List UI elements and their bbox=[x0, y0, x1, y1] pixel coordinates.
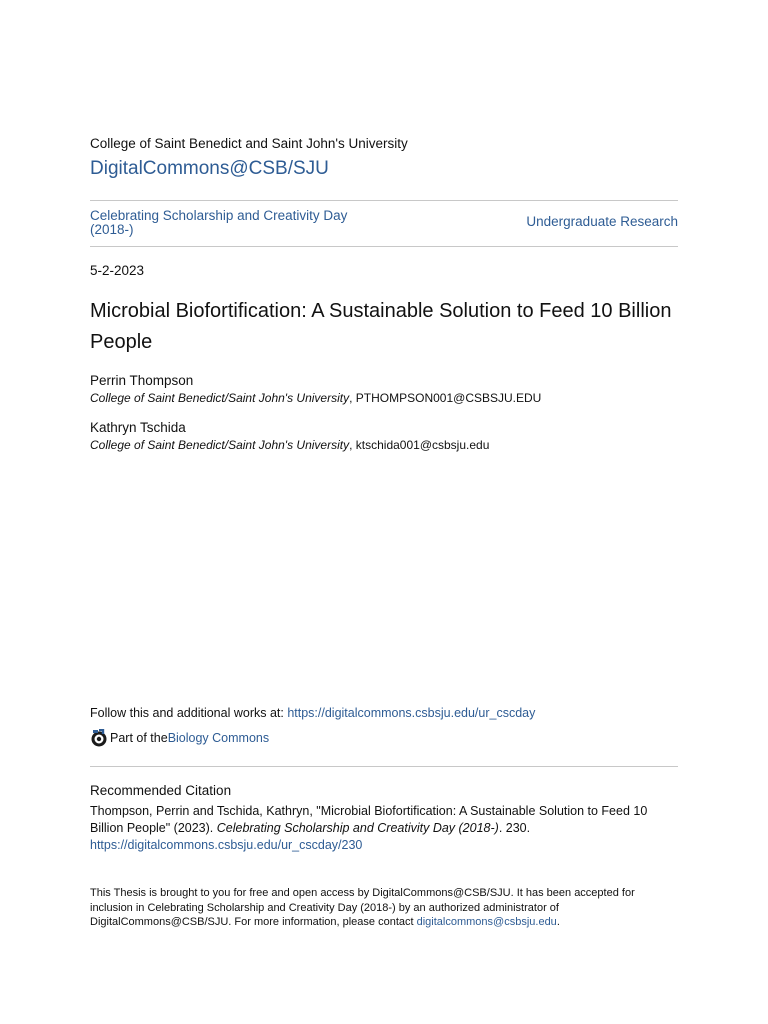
author-email: ktschida001@csbsju.edu bbox=[355, 438, 490, 452]
department-link[interactable]: Undergraduate Research bbox=[526, 214, 678, 229]
author-email: PTHOMPSON001@CSBSJU.EDU bbox=[355, 391, 542, 405]
partof-line bbox=[90, 729, 269, 747]
affiliation-separator: , bbox=[349, 391, 356, 405]
publication-date: 5-2-2023 bbox=[90, 263, 145, 278]
follow-prefix: Follow this and additional works at: bbox=[90, 706, 288, 720]
divider-mid bbox=[90, 246, 678, 247]
author-block bbox=[90, 420, 678, 454]
partof-prefix: Part of the bbox=[110, 731, 168, 745]
access-text: This Thesis is brought to you for free and open access by DigitalCommons@CSB/SJU. It has been accepted for inclusion in Celebrating Scholarship and Creativity Day (2018-) by an authorized administrator of DigitalCommons@CSB/SJU. For more information, please contact bbox=[90, 887, 635, 928]
access-end: . bbox=[556, 916, 560, 928]
series-link[interactable]: Celebrating Scholarship and Creativity Day (2018-) bbox=[90, 208, 348, 237]
cover-page bbox=[90, 0, 678, 1024]
author-affiliation bbox=[90, 389, 678, 407]
affiliation-separator: , bbox=[349, 438, 356, 452]
citation-main: Thompson, Perrin and Tschida, Kathryn, "Microbial Biofortification: A Sustainable Solution to Feed 10 Billion People" (2023). bbox=[90, 804, 648, 835]
network-logo-icon bbox=[90, 729, 108, 747]
collection-url-link[interactable]: https://digitalcommons.csbsju.edu/ur_cscday bbox=[287, 706, 536, 720]
biology-commons-link[interactable]: Biology Commons bbox=[167, 731, 270, 745]
document-title: Microbial Biofortification: A Sustainable Solution to Feed 10 Billion People bbox=[90, 300, 672, 353]
author-block bbox=[90, 373, 678, 407]
citation-series: Celebrating Scholarship and Creativity Day (2018-) bbox=[216, 821, 499, 835]
author-affiliation bbox=[90, 436, 678, 454]
institution-name: College of Saint Benedict and Saint John's University bbox=[90, 136, 408, 151]
citation-heading: Recommended Citation bbox=[90, 783, 232, 798]
author-name: Kathryn Tschida bbox=[90, 420, 186, 435]
contact-email-link[interactable]: digitalcommons@csbsju.edu bbox=[416, 916, 557, 928]
access-statement bbox=[90, 886, 678, 930]
follow-line bbox=[90, 706, 535, 720]
repository-link[interactable]: DigitalCommons@CSB/SJU bbox=[90, 158, 329, 179]
citation-url-link[interactable]: https://digitalcommons.csbsju.edu/ur_cscday/230 bbox=[90, 838, 363, 852]
affiliation-text: College of Saint Benedict/Saint John's University bbox=[90, 438, 350, 452]
citation-text bbox=[90, 803, 678, 854]
divider-top bbox=[90, 200, 678, 201]
citation-number: . 230. bbox=[498, 821, 531, 835]
author-name: Perrin Thompson bbox=[90, 373, 194, 388]
divider-bottom bbox=[90, 766, 678, 767]
affiliation-text: College of Saint Benedict/Saint John's University bbox=[90, 391, 350, 405]
